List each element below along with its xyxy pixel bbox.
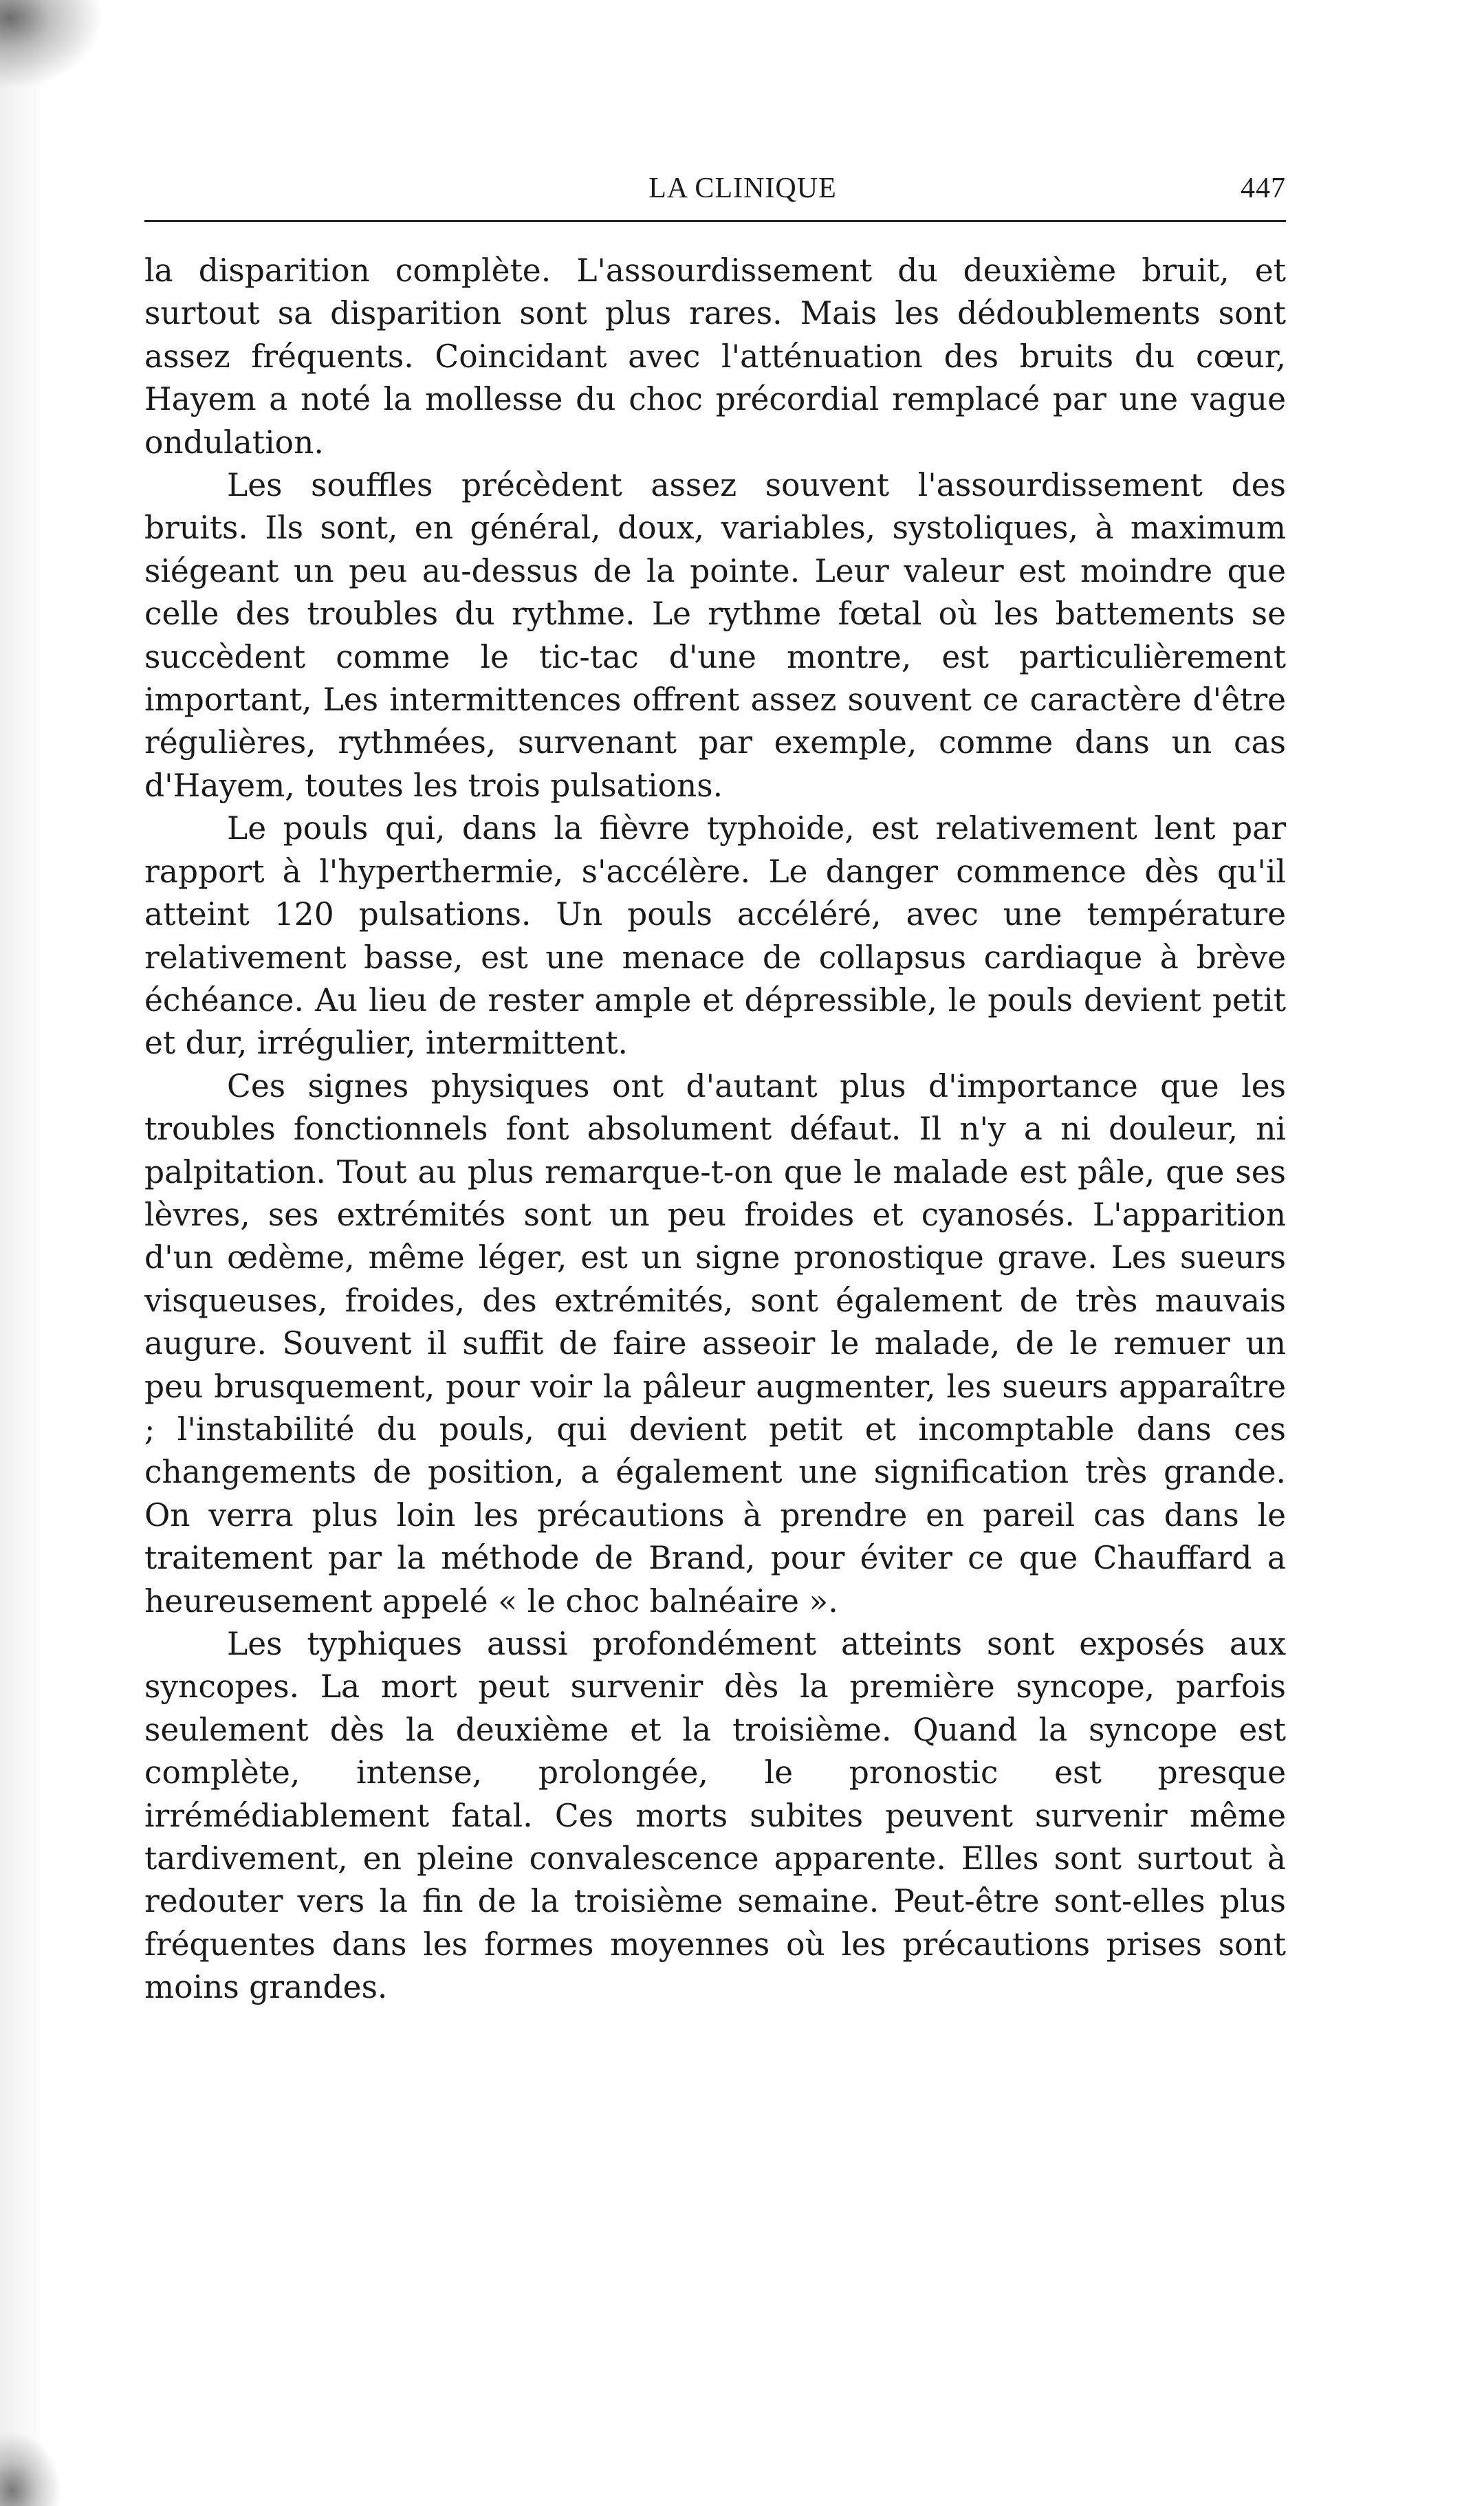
running-title: LA CLINIQUE	[648, 173, 837, 204]
paragraph-5: Les typhiques aussi profondément atteints sont exposés aux syncopes. La mort peut survenir dès la première syncope, parfois seulement dès la deuxième et la troisième. Quand la syncope est complète, intense, prolongée, le pronostic est presque irrémédiablement fatal. Ces morts subites peuvent survenir même tardivement, en pleine convalescence apparente. Elles sont surtout à redouter vers la fin de la troisième semaine. Peut-être sont-elles plus fréquentes dans les formes moyennes où les précautions prises sont moins grandes.	[144, 1626, 1286, 2006]
scan-artifact-bottom	[0, 2430, 62, 2506]
page-number: 447	[1241, 173, 1286, 204]
header-rule	[144, 220, 1286, 222]
body-text	[144, 250, 1286, 2009]
scan-shadow	[0, 0, 48, 2506]
scan-artifact-top	[0, 0, 103, 89]
running-head	[144, 165, 1286, 213]
paragraph-2: Les souffles précèdent assez souvent l'assourdissement des bruits. Ils sont, en général, doux, variables, systoliques, à maximum siégeant un peu au-dessus de la pointe. Leur valeur est moindre que celle des troubles du rythme. Le rythme fœtal où les battements se succèdent comme le tic-tac d'une montre, est particulièrement important, Les intermittences offrent assez souvent ce caractère d'être régulières, rythmées, survenant par exemple, comme dans un cas d'Hayem, toutes les trois pulsations.	[144, 467, 1286, 804]
paragraph-4: Ces signes physiques ont d'autant plus d'importance que les troubles fonctionnels font absolument défaut. Il n'y a ni douleur, ni palpitation. Tout au plus remarque-t-on que le malade est pâle, que ses lèvres, ses extrémités sont un peu froides et cyanosés. L'apparition d'un œdème, même léger, est un signe pronostique grave. Les sueurs visqueuses, froides, des extrémités, sont également de très mauvais augure. Souvent il suffit de faire asseoir le malade, de le remuer un peu brusquement, pour voir la pâleur augmenter, les sueurs apparaître ; l'instabilité du pouls, qui devient petit et incomptable dans ces changements de position, a également une signification très grande. On verra plus loin les précautions à prendre en pareil cas dans le traitement par la méthode de Brand, pour éviter ce que Chauffard a heureusement appelé « le choc balnéaire ».	[144, 1067, 1286, 1620]
paragraph-3: Le pouls qui, dans la fièvre typhoide, est relativement lent par rapport à l'hyperthermie, s'accélère. Le danger commence dès qu'il atteint 120 pulsations. Un pouls accéléré, avec une température relativement basse, est une menace de collapsus cardiaque à brève échéance. Au lieu de rester ample et dépressible, le pouls devient petit et dur, irrégulier, intermittent.	[144, 810, 1286, 1062]
book-page	[144, 165, 1286, 2009]
paragraph-1: la disparition complète. L'assourdissement du deuxième bruit, et surtout sa disparition sont plus rares. Mais les dédoublements sont assez fréquents. Coincidant avec l'atténuation des bruits du cœur, Hayem a noté la mollesse du choc précordial remplacé par une vague ondulation.	[144, 252, 1286, 461]
